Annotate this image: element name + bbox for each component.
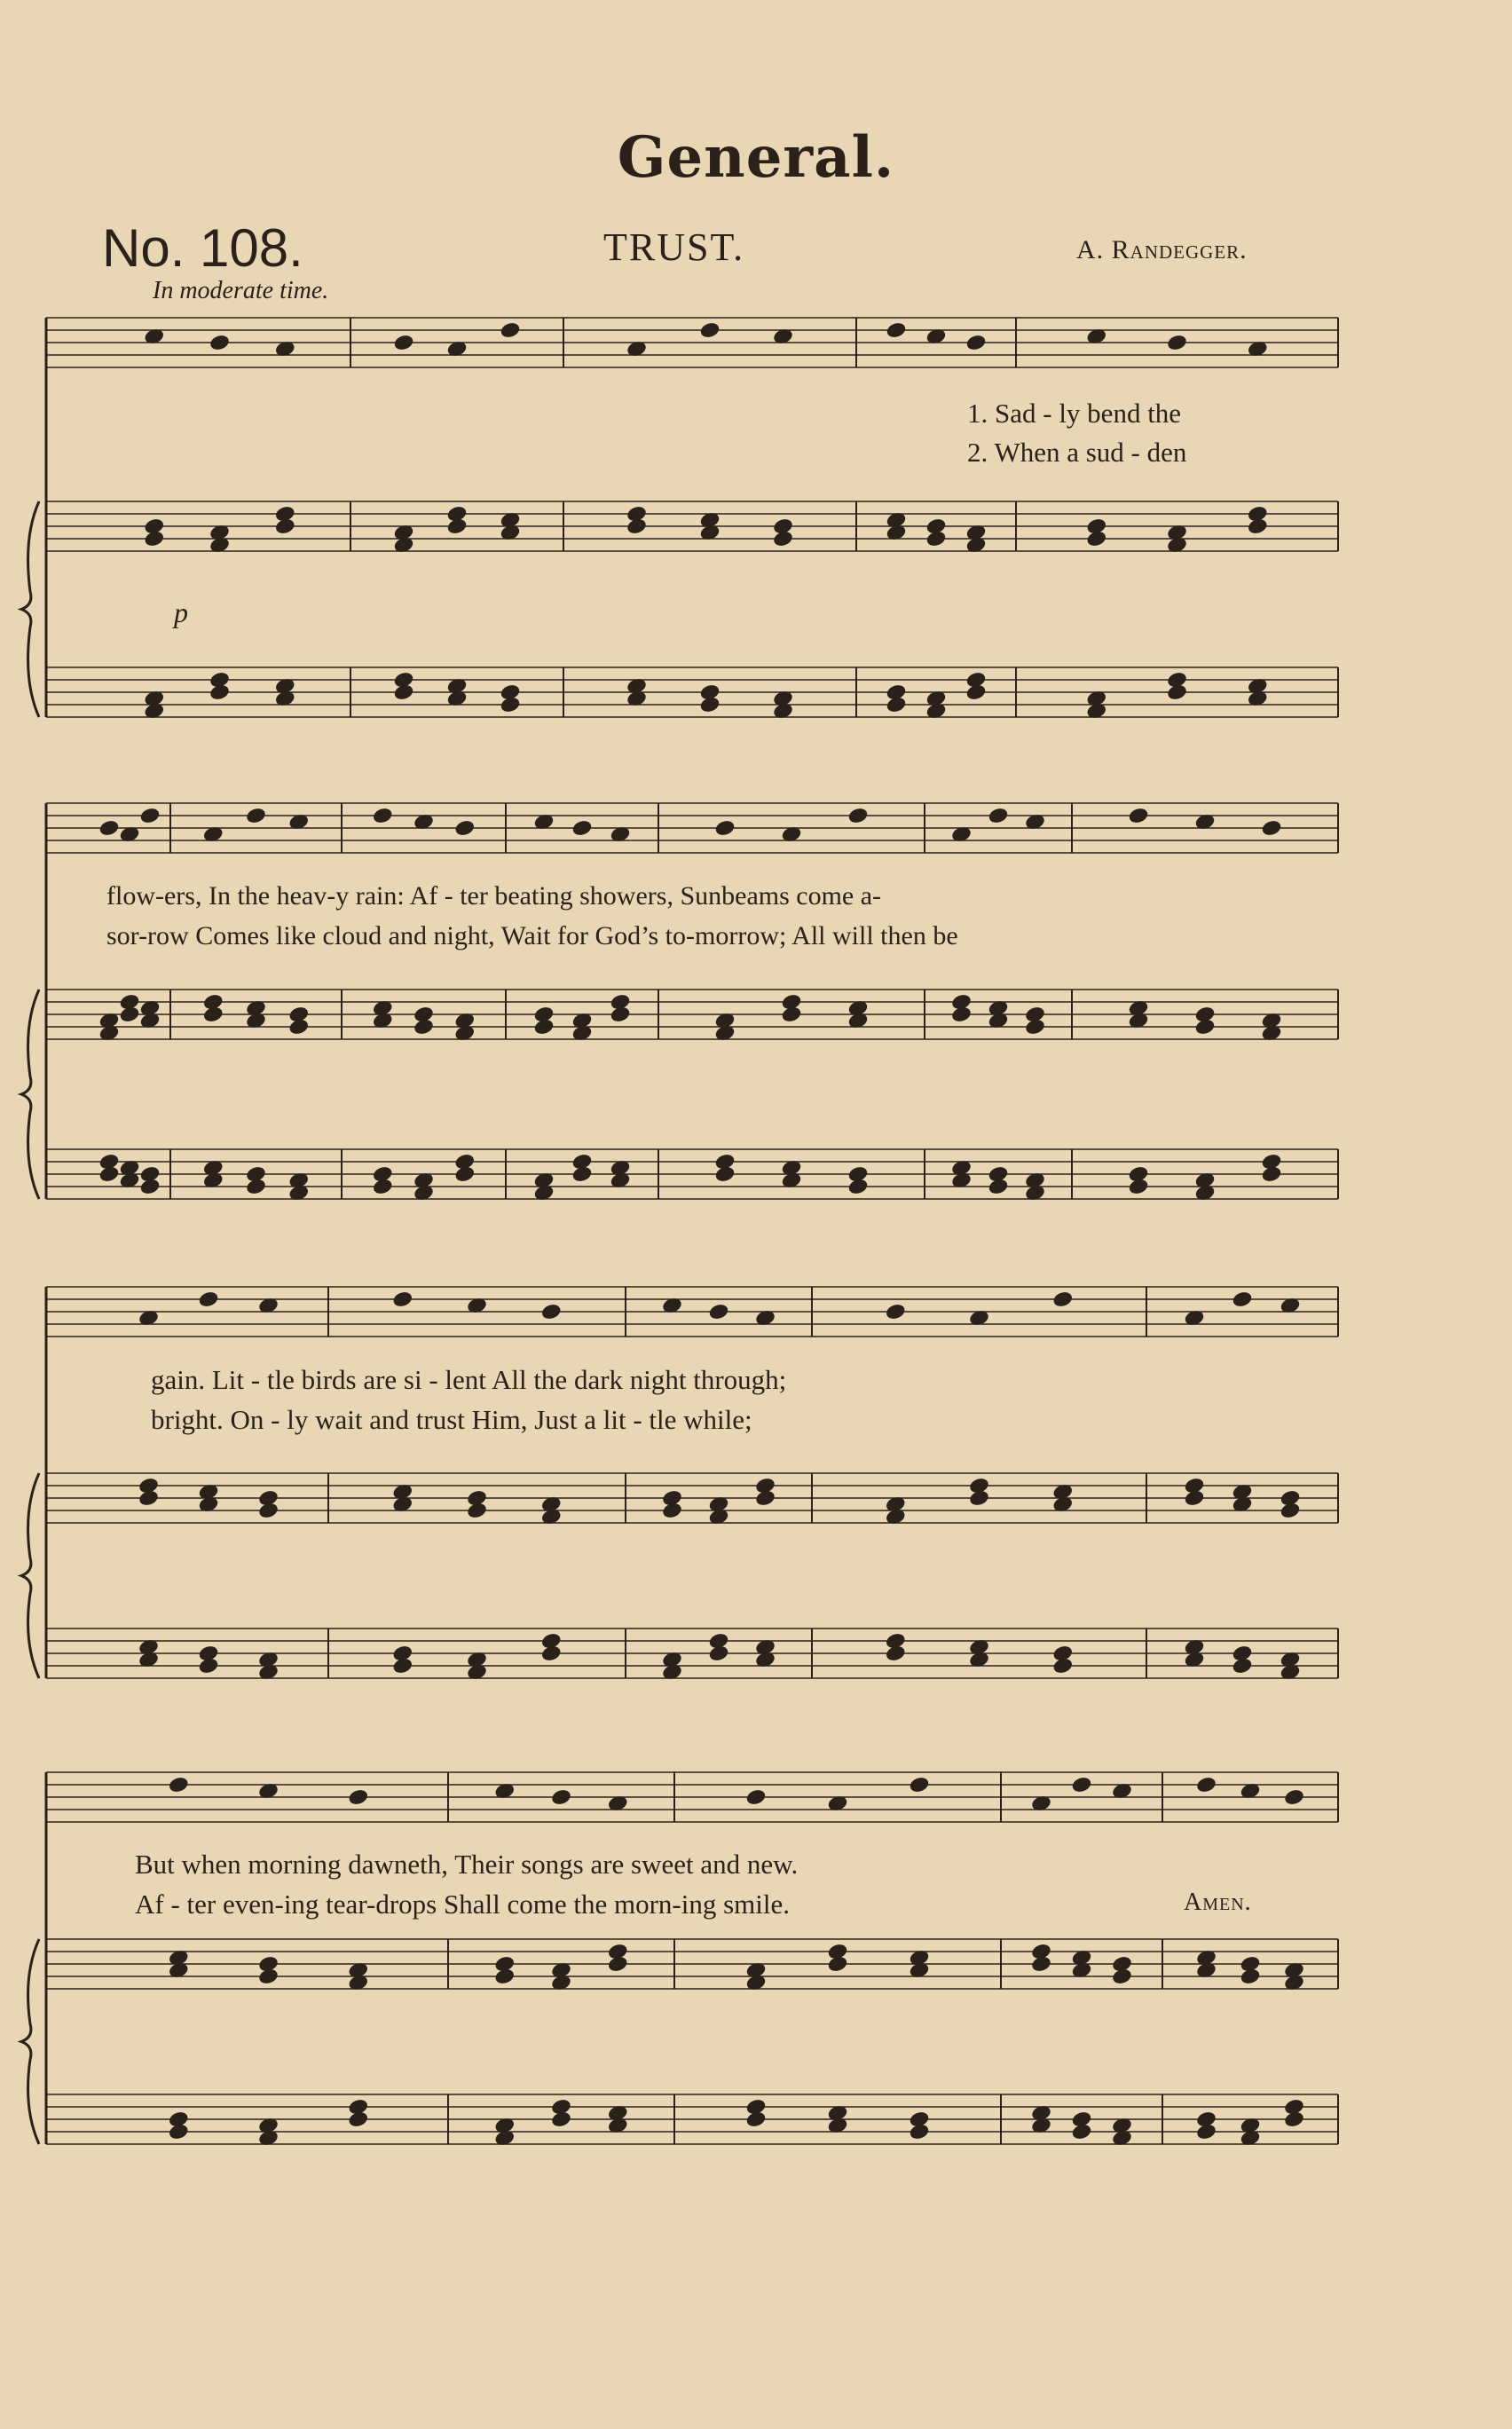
note-head (393, 334, 414, 351)
note-head (745, 2110, 767, 2128)
note-head (1240, 1968, 1261, 1985)
note-head (1086, 530, 1107, 548)
note-head (551, 2110, 572, 2128)
note-head (909, 1776, 930, 1794)
note-head (909, 2123, 930, 2141)
note-head (571, 819, 593, 837)
note-head (139, 807, 161, 824)
note-head (258, 1502, 280, 1519)
note-head (885, 1644, 906, 1662)
note-head (540, 1303, 562, 1321)
note-head (1071, 1776, 1092, 1794)
note-head (1071, 2123, 1092, 2141)
brace (21, 990, 39, 1199)
note-head (372, 807, 393, 824)
note-head (454, 1165, 476, 1183)
lyric-verse1-system4: But when morning dawneth, Their songs are sweet and new. (135, 1849, 799, 1880)
note-head (1284, 1788, 1305, 1806)
note-head (965, 683, 987, 701)
note-head (138, 1489, 160, 1507)
note-head (988, 807, 1009, 824)
lyric-verse2-system3: bright. On - ly wait and trust Him, Just a lit - tle while; (151, 1404, 752, 1435)
note-head (551, 1788, 572, 1806)
note-head (288, 1018, 310, 1036)
note-head (209, 683, 231, 701)
note-head (571, 1165, 593, 1183)
note-head (708, 1644, 729, 1662)
composer: A. Randegger. (1076, 235, 1248, 264)
note-head (847, 807, 869, 824)
note-head (1128, 807, 1149, 824)
staff-lines (21, 318, 1338, 2144)
lyric-verse2-system1: 2. When a sud - den (967, 437, 1187, 468)
note-head (1247, 517, 1268, 535)
note-head (1194, 1018, 1216, 1036)
note-head (392, 1657, 413, 1675)
note-head (348, 1788, 369, 1806)
note-head (246, 807, 267, 824)
note-head (699, 696, 721, 714)
note-head (885, 1303, 906, 1321)
note-head (626, 517, 648, 535)
note-head (413, 1018, 435, 1036)
note-head (144, 530, 165, 548)
note-head (258, 1968, 280, 1985)
note-head (1052, 1290, 1074, 1308)
note-head (607, 1955, 628, 1973)
note-head (1167, 683, 1188, 701)
hymn-number: No. 108. (102, 218, 303, 278)
note-head (446, 517, 468, 535)
note-head (98, 1165, 120, 1183)
note-head (1284, 2110, 1305, 2128)
note-heads (98, 321, 1304, 2147)
note-head (714, 819, 736, 837)
note-head (1184, 1489, 1205, 1507)
note-head (699, 321, 721, 339)
note-head (773, 530, 794, 548)
note-head (886, 696, 907, 714)
note-head (198, 1290, 219, 1308)
note-head (988, 1178, 1009, 1195)
note-head (274, 517, 295, 535)
amen-label: Amen. (1184, 1889, 1252, 1916)
section-title: General. (617, 124, 895, 191)
lyric-verse1-system3: gain. Lit - tle birds are si - lent All the dark night through; (151, 1364, 787, 1395)
note-head (98, 819, 120, 837)
note-head (886, 321, 907, 339)
note-head (1112, 1968, 1133, 1985)
lyric-verse1-system2: flow-ers, In the heav-y rain: Af - ter beating showers, Sunbeams come a- (106, 881, 882, 911)
note-head (925, 530, 947, 548)
note-head (1232, 1290, 1253, 1308)
note-head (755, 1489, 776, 1507)
note-head (202, 1006, 224, 1023)
dynamic-marking: p (174, 596, 188, 628)
note-head (533, 1018, 555, 1036)
note-head (494, 1968, 516, 1985)
note-head (372, 1178, 393, 1195)
note-head (209, 334, 231, 351)
hymn-title: TRUST. (603, 225, 745, 269)
note-head (500, 321, 521, 339)
note-head (139, 1178, 161, 1195)
note-head (119, 1006, 140, 1023)
lyric-verse1-system1: 1. Sad - ly bend the (967, 398, 1182, 429)
brace (21, 501, 39, 717)
note-head (1196, 2123, 1217, 2141)
note-head (1261, 819, 1282, 837)
note-head (1261, 1165, 1282, 1183)
note-head (348, 2110, 369, 2128)
note-head (393, 683, 414, 701)
lyric-verse2-system4: Af - ter even-ing tear-drops Shall come the morn-ing smile. (135, 1889, 790, 1920)
note-head (168, 1776, 189, 1794)
note-head (1052, 1657, 1074, 1675)
note-head (1196, 1776, 1217, 1794)
note-head (662, 1502, 683, 1519)
note-head (392, 1290, 413, 1308)
note-head (708, 1303, 729, 1321)
note-head (467, 1502, 488, 1519)
brace (21, 1473, 39, 1678)
note-head (246, 1178, 267, 1195)
note-head (847, 1178, 869, 1195)
note-head (1128, 1178, 1149, 1195)
note-head (745, 1788, 767, 1806)
note-head (1232, 1657, 1253, 1675)
note-head (965, 334, 987, 351)
note-head (454, 819, 476, 837)
brace (21, 1939, 39, 2144)
note-head (198, 1657, 219, 1675)
note-head (969, 1489, 990, 1507)
note-head (540, 1644, 562, 1662)
note-head (1167, 334, 1188, 351)
note-head (610, 1006, 631, 1023)
note-head (1025, 1018, 1046, 1036)
lyric-verse2-system2: sor-row Comes like cloud and night, Wait for God’s to-morrow; All will then be (106, 921, 958, 950)
note-head (1031, 1955, 1052, 1973)
note-head (951, 1006, 973, 1023)
tempo-marking: In moderate time. (153, 277, 329, 304)
note-head (500, 696, 521, 714)
note-head (827, 1955, 848, 1973)
note-head (168, 2123, 189, 2141)
note-head (714, 1165, 736, 1183)
note-head (1280, 1502, 1301, 1519)
note-head (781, 1006, 802, 1023)
